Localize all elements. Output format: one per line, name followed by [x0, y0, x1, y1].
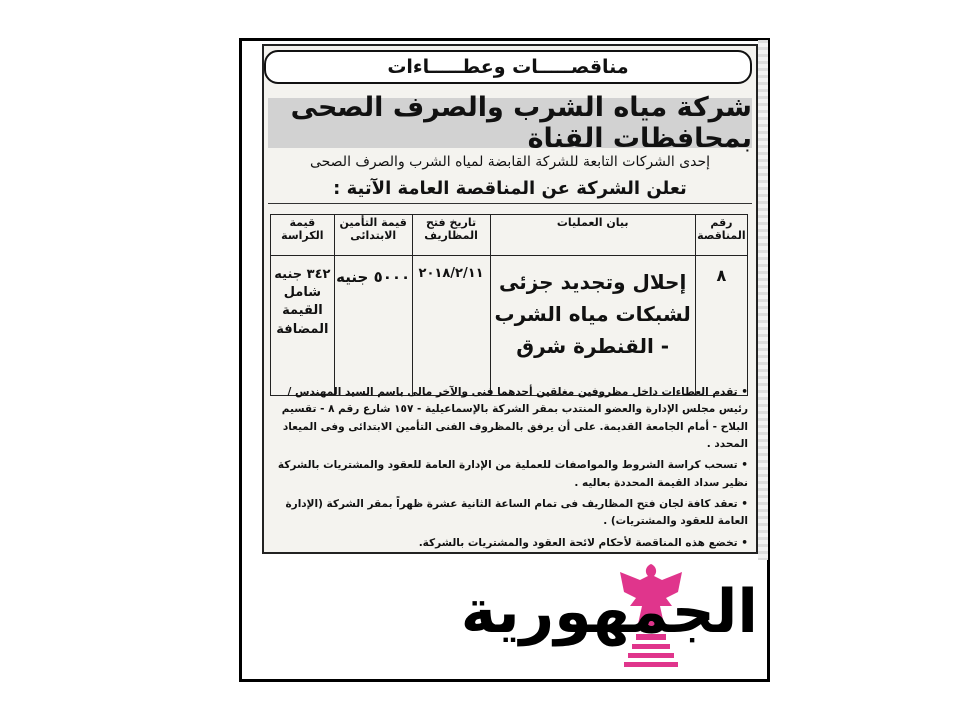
- newspaper-logo: [460, 562, 758, 670]
- tender-announcement: تعلن الشركة عن المناقصة العامة الآتية :: [268, 178, 752, 204]
- table-header-row: [271, 215, 748, 256]
- section-header: مناقصـــــات وعطـــــاءات: [264, 50, 752, 84]
- header-opening-date: تاريخ فتح المظاريف: [412, 215, 490, 256]
- note-item: • تخضع هذه المناقصة لأحكام لائحة العقود والمشتريات بالشركة.: [418, 536, 748, 549]
- logo-wordmark: الجمهورية: [460, 577, 758, 647]
- newspaper-clipping: [262, 44, 758, 554]
- tender-table: [270, 214, 748, 396]
- company-name: شركة مياه الشرب والصرف الصحى بمحافظات القناة: [268, 98, 752, 148]
- header-insurance: قيمة التأمين الابتدائى: [334, 215, 412, 256]
- cell-description: إحلال وتجديد جزئى لشبكات مياه الشرب - القنطرة شرق: [490, 256, 695, 396]
- cell-insurance: ٥٠٠٠ جنيه: [334, 256, 412, 396]
- header-description: بيان العمليات: [490, 215, 695, 256]
- tender-notes: [270, 384, 748, 556]
- header-booklet-price: قيمة الكراسة: [271, 215, 335, 256]
- adjacent-column-bleed: [758, 40, 768, 560]
- note-item: • تعقد كافة لجان فتح المظاريف فى تمام الساعة الثانية عشرة ظهراً بمقر الشركة (الإدارة العامة للعقود والمشتريات) .: [285, 497, 748, 528]
- company-subtitle: إحدى الشركات التابعة للشركة القابضة لمياه الشرب والصرف الصحى: [309, 154, 711, 170]
- cell-booklet-price: ٣٤٢ جنيه شامل القيمة المضافة: [271, 256, 335, 396]
- note-item: • تسحب كراسة الشروط والمواصفات للعملية من الإدارة العامة للعقود والمشتريات بالشركة نظير سداد القيمة المحددة بعاليه .: [277, 459, 748, 489]
- header-number: رقم المناقصة: [695, 215, 747, 256]
- cell-number: ٨: [695, 256, 747, 396]
- cell-opening-date: ٢٠١٨/٢/١١: [412, 256, 490, 396]
- note-item: • تقدم العطاءات داخل مظروفين مغلقين أحدهما فنى والآخر مالى باسم السيد المهندس / رئيس مجلس الإدارة والعضو المنتدب بمقر الشركة بالإسماعيلية - ١٥٧ شارع رقم ٨ - تقسيم البلاح - أمام الجامعة القديمة. على أن يرفق بالمظروف الفنى التأمين الابتدائى وفى الميعاد المحدد .: [281, 386, 748, 450]
- table-row: [271, 256, 748, 396]
